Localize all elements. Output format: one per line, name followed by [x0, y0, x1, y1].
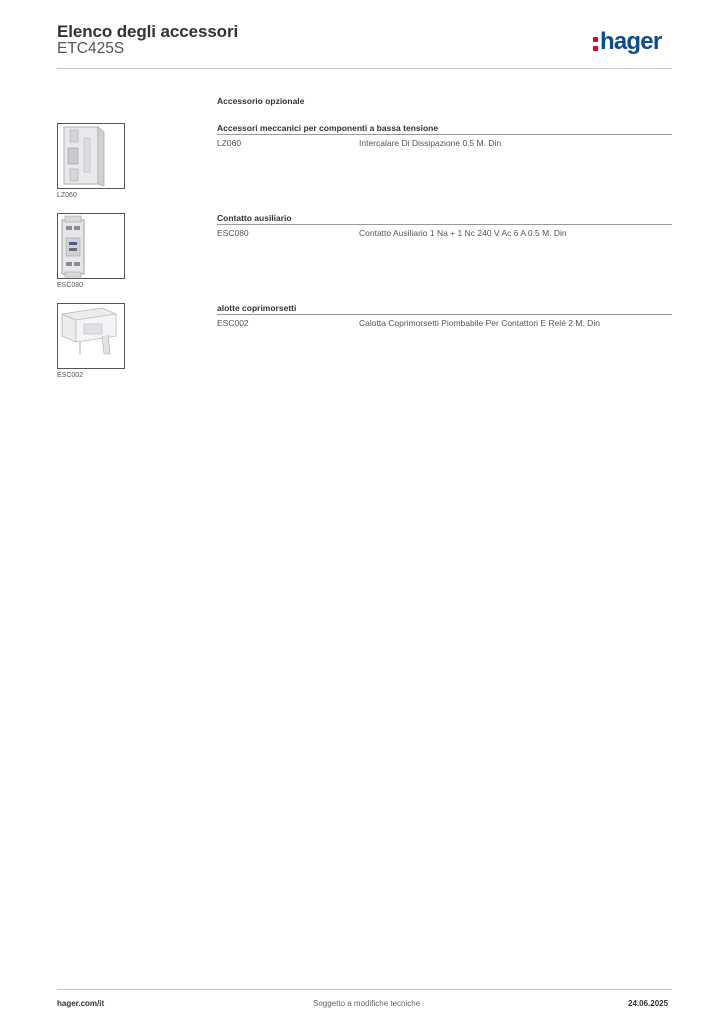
group-divider — [217, 314, 672, 315]
item-description-esc002: Calotta Coprimorsetti Piombabile Per Contattori E Relé 2 M. Din — [359, 318, 600, 328]
footer-website-link[interactable]: hager.com/it — [57, 999, 105, 1008]
item-code-esc080[interactable]: ESC080 — [217, 228, 249, 238]
footer-note: Soggetto a modifiche tecniche — [313, 999, 421, 1008]
product-image-esc002 — [57, 303, 125, 369]
product-image-esc080 — [57, 213, 125, 279]
logo-text: hager — [600, 28, 662, 55]
footer-date: 24.06.2025 — [628, 999, 669, 1008]
group-title-mechanical: Accessori meccanici per componenti a bassa tensione — [217, 123, 439, 133]
header-divider — [57, 68, 672, 69]
logo-colon-icon — [593, 37, 598, 51]
group-title-terminal-covers: alotte coprimorsetti — [217, 303, 297, 313]
page-title: Elenco degli accessori — [57, 22, 239, 41]
section-heading: Accessorio opzionale — [217, 96, 305, 106]
item-code-lz060[interactable]: LZ060 — [217, 138, 242, 148]
product-image-label: ESC080 — [57, 282, 84, 289]
product-image-lz060 — [57, 123, 125, 189]
group-divider — [217, 224, 672, 225]
product-reference: ETC425S — [57, 40, 125, 57]
product-image-label: ESC002 — [57, 372, 84, 379]
item-description-lz060: Intercalare Di Dissipazione 0.5 M. Din — [359, 138, 502, 148]
item-code-esc002[interactable]: ESC002 — [217, 318, 249, 328]
footer-divider — [57, 989, 672, 990]
group-divider — [217, 134, 672, 135]
item-description-esc080: Contatto Ausiliario 1 Na + 1 Nc 240 V Ac 6 A 0.5 M. Din — [359, 228, 567, 238]
hager-logo — [593, 28, 661, 56]
group-title-auxiliary-contact: Contatto ausiliario — [217, 213, 292, 223]
product-image-label: LZ060 — [57, 192, 77, 199]
